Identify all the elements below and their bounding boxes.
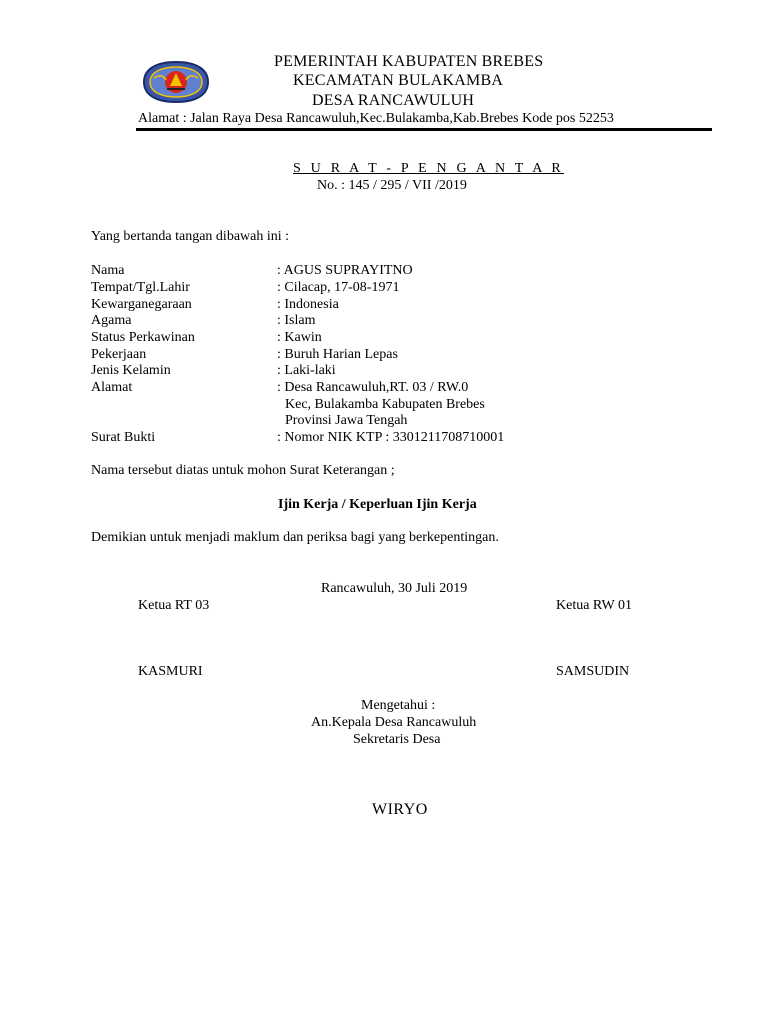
acknowledge-label: Mengetahui : xyxy=(361,698,436,713)
field-label-address: Alamat xyxy=(91,380,133,395)
field-label-occupation: Pekerjaan xyxy=(91,347,147,362)
field-value-marital: : Kawin xyxy=(277,330,322,345)
field-label-religion: Agama xyxy=(91,313,132,328)
field-label-citizenship: Kewarganegaraan xyxy=(91,297,192,312)
field-label-birth: Tempat/Tgl.Lahir xyxy=(91,280,190,295)
intro-text: Yang bertanda tangan dibawah ini : xyxy=(91,229,290,244)
letterhead-government: PEMERINTAH KABUPATEN BREBES xyxy=(274,53,544,70)
on-behalf-label: An.Kepala Desa Rancawuluh xyxy=(311,715,477,730)
position-label: Sekretaris Desa xyxy=(353,732,441,747)
purpose-intro: Nama tersebut diatas untuk mohon Surat Keterangan ; xyxy=(91,463,395,478)
village-signer-name: WIRYO xyxy=(372,801,428,818)
regency-emblem-icon xyxy=(140,56,212,108)
place-date: Rancawuluh, 30 Juli 2019 xyxy=(321,581,468,596)
closing-text: Demikian untuk menjadi maklum dan periksa bagi yang berkepentingan. xyxy=(91,530,499,545)
letter-title: S U R A T - P E N G A N T A R xyxy=(293,161,564,176)
field-label-name: Nama xyxy=(91,263,125,278)
signer-rt-name: KASMURI xyxy=(138,664,203,679)
letterhead-village: DESA RANCAWULUH xyxy=(312,92,475,109)
field-value-gender: : Laki-laki xyxy=(277,363,336,378)
field-value-address: : Desa Rancawuluh,RT. 03 / RW.0 xyxy=(277,380,469,395)
field-value-address-line3: Provinsi Jawa Tengah xyxy=(285,413,408,428)
field-value-citizenship: : Indonesia xyxy=(277,297,339,312)
purpose-text: Ijin Kerja / Keperluan Ijin Kerja xyxy=(278,497,477,512)
letter-number: No. : 145 / 295 / VII /2019 xyxy=(317,178,467,193)
field-value-birth: : Cilacap, 17-08-1971 xyxy=(277,280,400,295)
signer-rw-title: Ketua RW 01 xyxy=(556,598,632,613)
letterhead-address: Alamat : Jalan Raya Desa Rancawuluh,Kec.Bulakamba,Kab.Brebes Kode pos 52253 xyxy=(138,111,614,126)
field-value-proof: : Nomor NIK KTP : 3301211708710001 xyxy=(277,430,505,445)
letterhead-district: KECAMATAN BULAKAMBA xyxy=(293,72,504,89)
field-value-name: : AGUS SUPRAYITNO xyxy=(277,263,413,278)
field-label-proof: Surat Bukti xyxy=(91,430,156,445)
field-value-religion: : Islam xyxy=(277,313,316,328)
letterhead-divider xyxy=(136,128,712,131)
field-label-gender: Jenis Kelamin xyxy=(91,363,171,378)
field-value-occupation: : Buruh Harian Lepas xyxy=(277,347,398,362)
signer-rw-name: SAMSUDIN xyxy=(556,664,630,679)
field-value-address-line2: Kec, Bulakamba Kabupaten Brebes xyxy=(285,397,485,412)
signer-rt-title: Ketua RT 03 xyxy=(138,598,210,613)
field-label-marital: Status Perkawinan xyxy=(91,330,195,345)
